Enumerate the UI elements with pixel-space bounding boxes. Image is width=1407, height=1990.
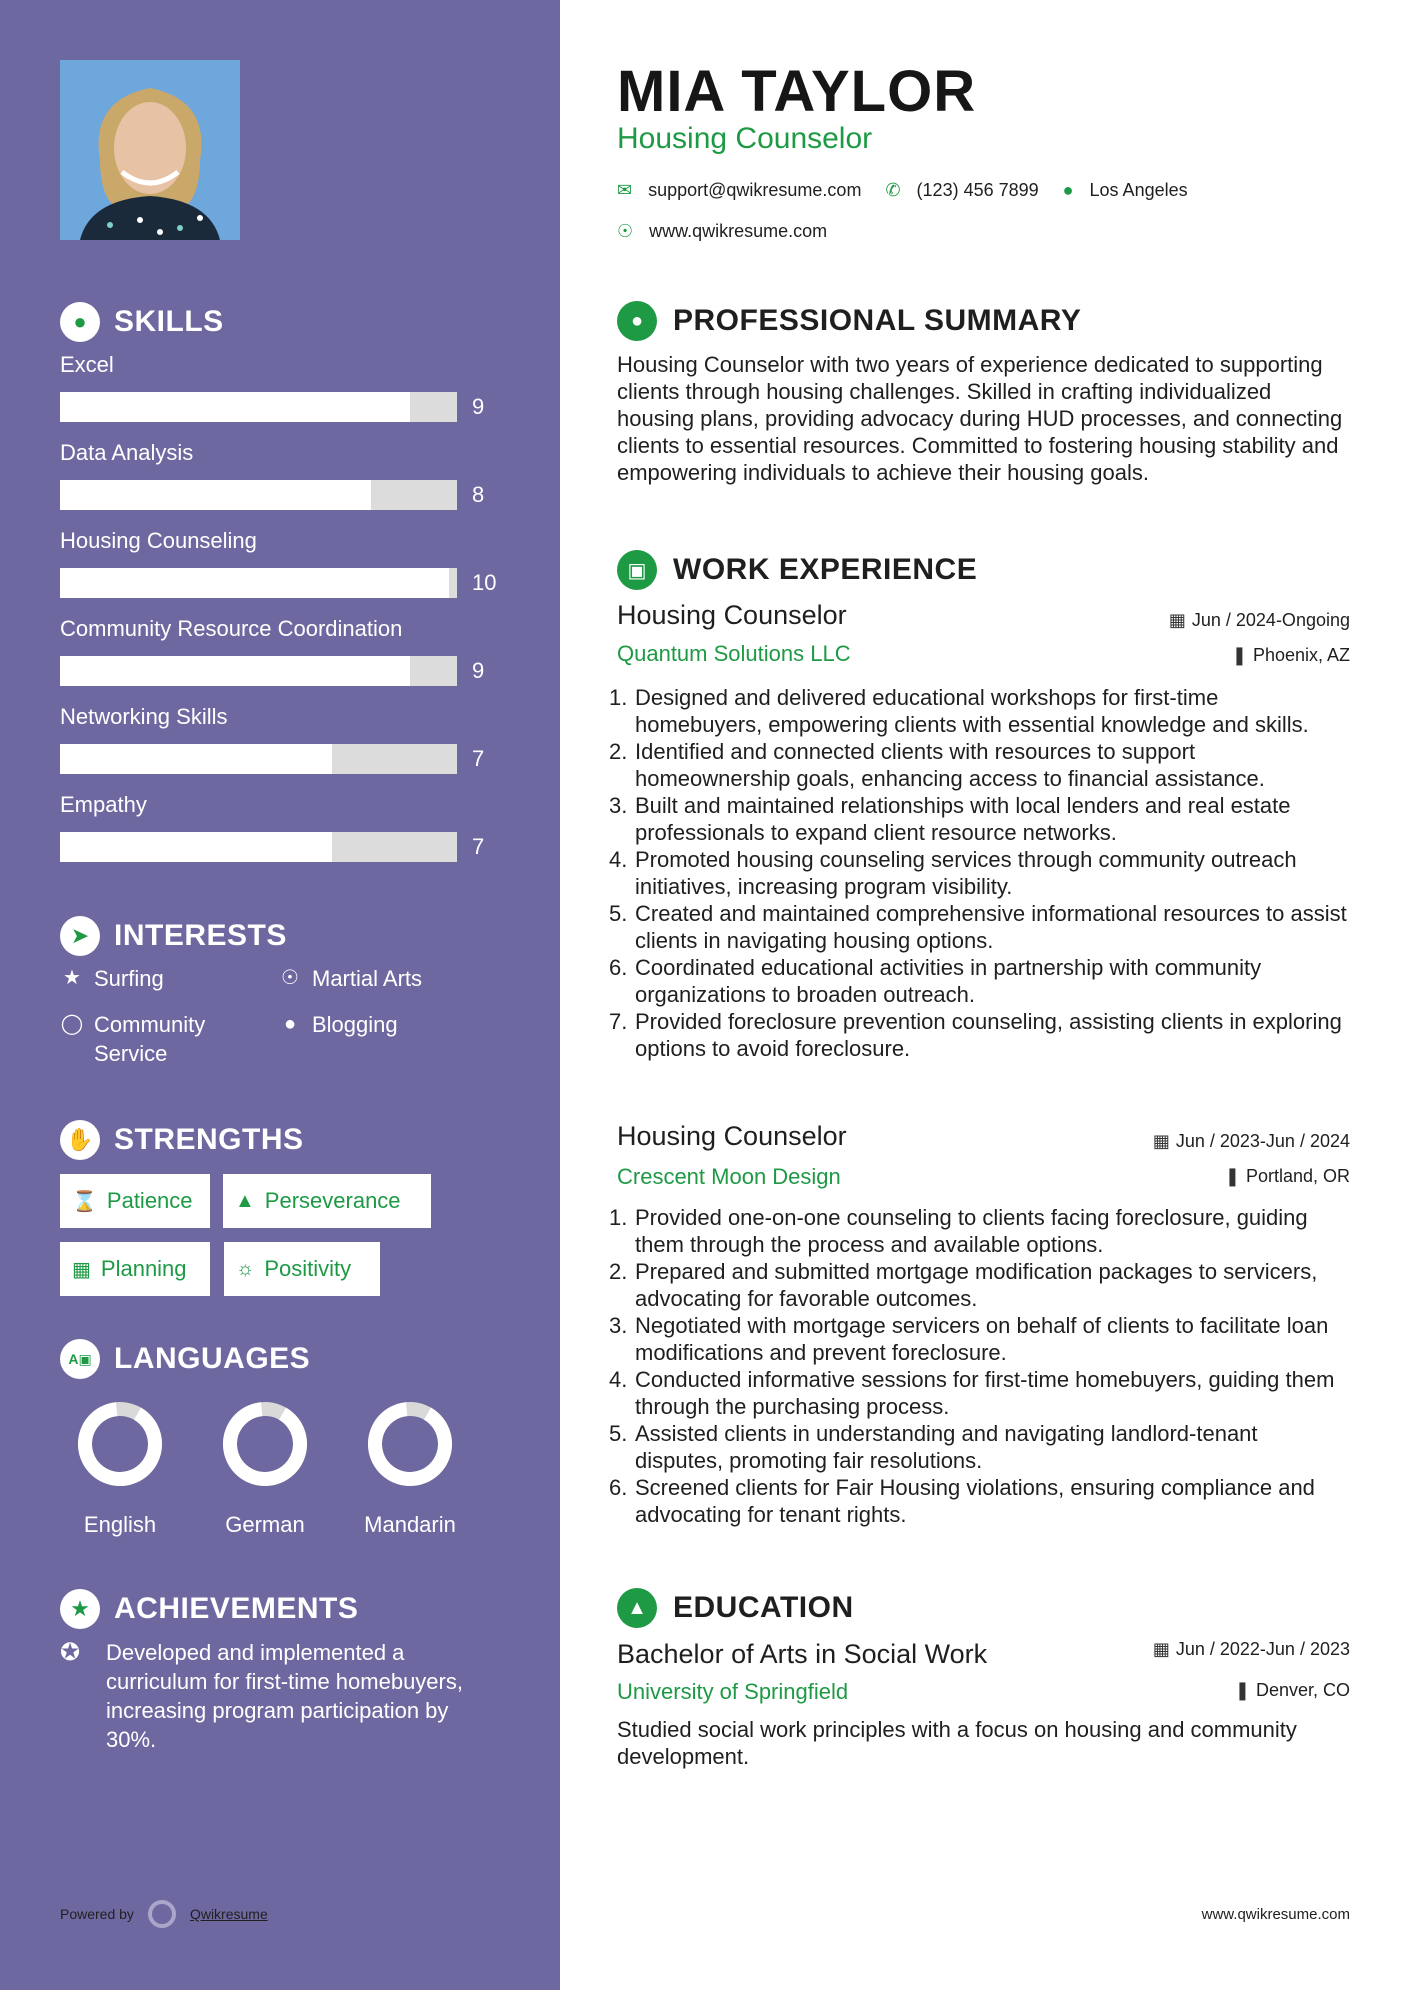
skill-value: 9: [472, 394, 485, 419]
languages-title: LANGUAGES: [114, 1342, 311, 1375]
candidate-role: Housing Counselor: [617, 122, 873, 155]
strength-badge: [223, 1174, 431, 1228]
duty-text: Screened clients for Fair Housing violations, ensuring compliance and advocating for tenant rights.: [635, 1475, 1315, 1527]
skill-name: Community Resource Coordination: [60, 616, 403, 641]
briefcase-icon: ▣: [617, 550, 657, 590]
language-item: [60, 1400, 180, 1538]
skill-item: [60, 438, 500, 510]
language-name: English: [83, 1512, 157, 1537]
calendar-icon: ▦: [1168, 610, 1186, 630]
achievement-text: Developed and implemented a curriculum for first-time homebuyers, increasing program participation by 30%.: [106, 1640, 463, 1752]
powered-by: [60, 1900, 268, 1928]
duty-number: 6.: [609, 955, 628, 980]
duty-text: Negotiated with mortgage servicers on behalf of clients to facilitate loan modifications and prevent foreclosure.: [635, 1313, 1329, 1365]
candidate-name: MIA TAYLOR: [617, 59, 977, 124]
skill-name: Housing Counseling: [60, 528, 257, 553]
duty-text: Coordinated educational activities in partnership with community organizations to broaden outreach.: [635, 955, 1262, 1007]
duty-text: Promoted housing counseling services through community outreach initiatives, increasing program visibility.: [635, 847, 1297, 899]
duty-item: [609, 738, 1350, 792]
users-icon: ●: [283, 1013, 297, 1035]
strength-label: Patience: [106, 1188, 193, 1213]
duty-text: Provided one-on-one counseling to clients facing foreclosure, guiding them through the process and available options.: [635, 1205, 1308, 1257]
job-dates-text: Jun / 2024-Ongoing: [1191, 610, 1350, 630]
job-location: [1225, 1166, 1350, 1187]
translate-icon: A▣: [60, 1339, 100, 1379]
profile-photo: [60, 60, 240, 240]
skill-bar-fill: [60, 480, 371, 510]
job-location: [1232, 645, 1350, 666]
skill-bar-fill: [60, 656, 410, 686]
skill-bar-fill: [60, 568, 449, 598]
language-name: German: [225, 1512, 305, 1537]
pin-icon: ❚: [1224, 1166, 1240, 1186]
achievements-heading: [60, 1589, 358, 1629]
interest-label: Blogging: [312, 1012, 398, 1037]
interest-label: Surfing: [94, 966, 164, 991]
portrait-image: [60, 60, 240, 240]
skill-item: [60, 614, 500, 686]
job-company: Crescent Moon Design: [617, 1164, 841, 1189]
language-name: Mandarin: [364, 1512, 456, 1537]
school-name: University of Springfield: [617, 1679, 849, 1704]
award-icon: ★: [60, 1589, 100, 1629]
duty-number: 2.: [609, 739, 628, 764]
skill-item: [60, 526, 500, 598]
job-company: Quantum Solutions LLC: [617, 641, 851, 666]
job-location-text: Portland, OR: [1245, 1166, 1350, 1186]
skill-name: Data Analysis: [60, 440, 194, 465]
duty-item: [609, 1204, 1350, 1258]
strength-badge: [60, 1242, 210, 1296]
interests-heading: [60, 916, 287, 956]
contact-website[interactable]: www.qwikresume.com: [649, 221, 828, 241]
pin-icon: ❚: [1234, 1680, 1250, 1700]
interest-item: [278, 964, 422, 993]
language-ring: [221, 1400, 309, 1488]
strength-label: Perseverance: [264, 1188, 401, 1213]
sidebar: [0, 0, 560, 1990]
duty-item: [609, 900, 1350, 954]
job-duties: [609, 1204, 1350, 1528]
duty-item: [609, 1366, 1350, 1420]
education-dates: [1153, 1639, 1350, 1660]
skill-name: Excel: [60, 352, 114, 377]
sun-icon: ☼: [236, 1257, 255, 1280]
job-dates: [1169, 610, 1350, 631]
strength-label: Positivity: [264, 1256, 352, 1281]
education-description: Studied social work principles with a focus on housing and community development.: [617, 1717, 1297, 1769]
languages-heading: [60, 1339, 310, 1379]
globe-icon: ☉: [281, 967, 299, 989]
paper-plane-icon: ➤: [60, 916, 100, 956]
contact-phone: (123) 456 7899: [916, 180, 1039, 200]
education-dates-text: Jun / 2022-Jun / 2023: [1175, 1639, 1350, 1659]
brand-link[interactable]: Qwikresume: [189, 1906, 268, 1922]
duty-number: 2.: [609, 1259, 628, 1284]
contact-location: Los Angeles: [1089, 180, 1188, 200]
skill-item: [60, 790, 500, 862]
skill-row: [60, 744, 500, 774]
hourglass-icon: ⌛: [72, 1190, 97, 1213]
duty-text: Designed and delivered educational workshops for first-time homebuyers, empowering clients with essential knowledge and skills.: [635, 685, 1309, 737]
duty-text: Identified and connected clients with resources to support homeownership goals, enhancing access to financial assistance.: [635, 739, 1265, 791]
duty-number: 5.: [609, 901, 628, 926]
skill-row: [60, 480, 500, 510]
language-item: [205, 1400, 325, 1538]
globe-icon: ☉: [617, 221, 634, 241]
trophy-icon: ✪: [60, 1639, 81, 1666]
interest-label: Community Service: [94, 1012, 206, 1066]
shield-icon: ◯: [60, 1013, 84, 1035]
duty-number: 4.: [609, 847, 628, 872]
interest-item: [60, 1010, 260, 1068]
graduation-cap-icon: ▲: [617, 1588, 657, 1628]
interest-item: [60, 964, 164, 993]
duty-number: 3.: [609, 1313, 628, 1338]
duty-item: [609, 1312, 1350, 1366]
duty-item: [609, 1258, 1350, 1312]
star-icon: ★: [63, 967, 81, 989]
duty-number: 1.: [609, 1205, 628, 1230]
user-icon: ●: [617, 301, 657, 341]
skill-bar-fill: [60, 744, 332, 774]
education-location: [1235, 1680, 1350, 1701]
duty-item: [609, 1474, 1350, 1528]
duty-item: [609, 1008, 1350, 1062]
envelope-icon: ✉: [617, 180, 633, 200]
skill-value: 7: [472, 834, 485, 859]
achievement-item: [60, 1638, 500, 1754]
summary-title: PROFESSIONAL SUMMARY: [673, 304, 1082, 337]
duty-item: [609, 1420, 1350, 1474]
skills-title: SKILLS: [114, 305, 224, 338]
map-pin-icon: ●: [1062, 180, 1074, 200]
duty-number: 3.: [609, 793, 628, 818]
skill-name: Empathy: [60, 792, 147, 817]
summary-text: Housing Counselor with two years of experience dedicated to supporting clients through housing challenges. Skilled in crafting individualized housing plans, providing advocacy during HUD processes, and connecting clients to essential resources. Committed to fostering housing stability and empowering individuals to achieve their housing goals.: [617, 352, 1343, 485]
summary-heading: [617, 301, 1081, 341]
skill-value: 10: [472, 570, 497, 595]
skill-row: [60, 656, 500, 686]
skill-value: 9: [472, 658, 485, 683]
binoculars-icon: ▲: [235, 1189, 255, 1212]
phone-icon: ✆: [885, 180, 901, 200]
skill-name: Networking Skills: [60, 704, 228, 729]
fist-icon: ✋: [60, 1120, 100, 1160]
experience-heading: [617, 550, 977, 590]
contact-email[interactable]: support@qwikresume.com: [648, 180, 862, 200]
interests-title: INTERESTS: [114, 919, 287, 952]
contact-row: [617, 180, 1188, 201]
job-dates-text: Jun / 2023-Jun / 2024: [1175, 1131, 1350, 1151]
strength-label: Planning: [100, 1256, 187, 1281]
footer-url[interactable]: www.qwikresume.com: [1201, 1906, 1350, 1923]
skill-item: [60, 350, 500, 422]
duty-text: Prepared and submitted mortgage modification packages to servicers, advocating for favorable outcomes.: [635, 1259, 1318, 1311]
qwikresume-logo-icon: [148, 1900, 176, 1928]
job-title: Housing Counselor: [617, 600, 847, 630]
strength-badge: [224, 1242, 380, 1296]
degree-title: Bachelor of Arts in Social Work: [617, 1639, 988, 1669]
education-location-text: Denver, CO: [1255, 1680, 1350, 1700]
duty-text: Created and maintained comprehensive informational resources to assist clients in navigating housing options.: [635, 901, 1347, 953]
strengths-title: STRENGTHS: [114, 1123, 304, 1156]
duty-text: Provided foreclosure prevention counseling, assisting clients in exploring options to avoid foreclosure.: [635, 1009, 1342, 1061]
language-ring: [366, 1400, 454, 1488]
strengths-heading: [60, 1120, 304, 1160]
duty-number: 7.: [609, 1009, 628, 1034]
skill-row: [60, 568, 500, 598]
skill-row: [60, 832, 500, 862]
skill-bar-fill: [60, 832, 332, 862]
interest-item: [278, 1010, 398, 1039]
language-item: [350, 1400, 470, 1538]
experience-title: WORK EXPERIENCE: [673, 553, 978, 586]
interest-label: Martial Arts: [312, 966, 423, 991]
duty-text: Assisted clients in understanding and navigating landlord-tenant disputes, promoting fair resolutions.: [635, 1421, 1258, 1473]
duty-number: 4.: [609, 1367, 628, 1392]
calendar-icon: ▦: [1152, 1639, 1170, 1659]
calendar-icon: ▦: [1152, 1131, 1170, 1151]
duty-number: 5.: [609, 1421, 628, 1446]
language-ring: [76, 1400, 164, 1488]
job-location-text: Phoenix, AZ: [1252, 645, 1350, 665]
skill-value: 7: [472, 746, 485, 771]
job-duties: [609, 684, 1350, 1062]
calendar-icon: ▦: [72, 1258, 91, 1281]
duty-item: [609, 846, 1350, 900]
duty-item: [609, 684, 1350, 738]
duty-text: Conducted informative sessions for first-time homebuyers, guiding them through the purchasing process.: [635, 1367, 1335, 1419]
duty-item: [609, 792, 1350, 846]
skill-bar-fill: [60, 392, 410, 422]
strength-badge: [60, 1174, 210, 1228]
job-dates: [1153, 1131, 1350, 1152]
duty-number: 1.: [609, 685, 628, 710]
skill-item: [60, 702, 500, 774]
skill-value: 8: [472, 482, 485, 507]
duty-text: Built and maintained relationships with local lenders and real estate professionals to expand client resource networks.: [635, 793, 1291, 845]
education-title: EDUCATION: [673, 1591, 854, 1624]
education-heading: [617, 1588, 854, 1628]
skill-row: [60, 392, 500, 422]
skills-heading: [60, 302, 224, 342]
duty-item: [609, 954, 1350, 1008]
job-title: Housing Counselor: [617, 1121, 847, 1151]
duty-number: 6.: [609, 1475, 628, 1500]
pin-icon: ❚: [1231, 645, 1247, 665]
achievements-title: ACHIEVEMENTS: [114, 1592, 359, 1625]
website-row: [617, 221, 827, 242]
powered-by-label: Powered by: [60, 1906, 134, 1922]
lightbulb-icon: ●: [60, 302, 100, 342]
